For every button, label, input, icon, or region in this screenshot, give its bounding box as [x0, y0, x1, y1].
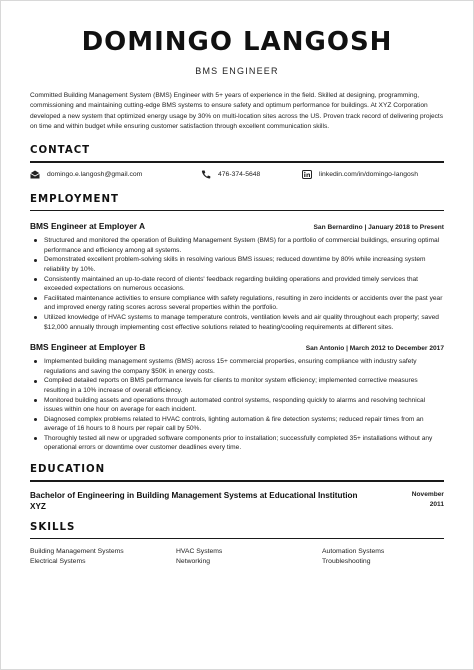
skill-item: Networking: [176, 558, 210, 566]
skill-item: Building Management Systems: [30, 548, 124, 556]
list-item: Facilitated maintenance activities to ensure compliance with safety regulations, resulting in zero incidents or accidents over the past year and improved energy rating scores across several properties within the portfolio.: [30, 294, 444, 313]
summary-paragraph: Committed Building Management System (BMS) Engineer with 5+ years of experience in the field. Skilled at designing, programming, commissioning and maintaining cutting-edge BMS systems to ensure safety and optimum performance for buildings. At XYZ Corporation developed a new system that optimized energy usage by 30% on multi-location sites across the US. Proven track record of delivering projects on time and within budget while ensuring customer satisfaction through excellent communication skills.: [30, 92, 444, 130]
linkedin-icon: [302, 170, 312, 179]
list-item: Diagnosed complex problems related to HVAC controls, lighting automation & fire detection systems; reduced repair times from an average of 16 hours to 8 hours per repair call by 50%.: [30, 415, 444, 434]
skill-item: Automation Systems: [322, 548, 385, 556]
skills-list: [30, 547, 444, 567]
skill-item: HVAC Systems: [176, 548, 223, 556]
job-entry: [30, 342, 444, 453]
phone-icon: [201, 170, 211, 179]
contact-email[interactable]: [30, 170, 201, 179]
job-bullets: [30, 357, 444, 453]
phone-text: 476-374-5648: [218, 171, 261, 179]
job-entry: [30, 221, 444, 332]
list-item: Structured and monitored the operation of Building Management System (BMS) for a portfolio of commercial buildings, ensuring optimal performance and efficiency among all systems.: [30, 236, 444, 255]
job-location-dates: San Bernardino | January 2018 to Present: [313, 224, 444, 232]
linkedin-text: linkedin.com/in/domingo-langosh: [319, 171, 418, 179]
contact-linkedin[interactable]: [302, 170, 444, 179]
job-role: BMS ENGINEER: [195, 66, 279, 76]
list-item: Compiled detailed reports on BMS performance levels for clients to monitor system efficiency; implemented corrective measures resulting in a 10% increase of overall efficiency.: [30, 376, 444, 395]
candidate-name: DOMINGO LANGOSH: [81, 27, 393, 57]
list-item: Utilized knowledge of HVAC systems to manage temperature controls, ventilation levels and air quality throughout each property; saved $12,000 annually through implementing cost effective solutions related to heating/cooling requirements at different sites.: [30, 313, 444, 332]
email-text: domingo.e.langosh@gmail.com: [47, 171, 143, 179]
job-location-dates: San Antonio | March 2012 to December 2017: [305, 345, 444, 353]
section-divider: [30, 161, 444, 163]
envelope-icon: [30, 170, 40, 179]
list-item: Implemented building management systems (BMS) across 15+ commercial properties, ensuring compliance with industry safety regulations and saving the company $50K in energy costs.: [30, 357, 444, 376]
list-item: Thoroughly tested all new or upgraded software components prior to installation; successfully completed 35+ installations without any operational errors or downtime over customer deadlines every time.: [30, 434, 444, 453]
list-item: Demonstrated excellent problem-solving skills in resolving various BMS issues; reduced downtime by 80% while increasing system reliability by 10%.: [30, 255, 444, 274]
education-year: 2011: [429, 500, 444, 508]
contact-row: [30, 165, 444, 185]
education-entry: [30, 490, 444, 513]
job-title: BMS Engineer at Employer A: [30, 221, 146, 232]
section-divider: [30, 538, 444, 540]
degree-title: Bachelor of Engineering in Building Management Systems at Educational Institution XYZ: [30, 490, 358, 512]
skills-section-title: SKILLS: [30, 521, 76, 533]
list-item: Consistently maintained an up-to-date record of clients' feedback regarding building operations and provided timely services that exceeded expectations on numerous occasions.: [30, 275, 444, 294]
skill-item: Troubleshooting: [322, 558, 371, 566]
education-section-title: EDUCATION: [30, 464, 106, 476]
education-date: [384, 490, 444, 513]
list-item: Monitored building assets and operations through automated control systems, responding quickly to alarms and resolving technical issues within one hour on average for each incident.: [30, 396, 444, 415]
job-bullets: [30, 236, 444, 332]
education-month: November: [411, 490, 444, 498]
skill-item: Electrical Systems: [30, 558, 86, 566]
contact-phone[interactable]: [201, 170, 302, 179]
section-divider: [30, 210, 444, 212]
employment-section-title: EMPLOYMENT: [30, 193, 119, 205]
section-divider: [30, 480, 444, 482]
job-title: BMS Engineer at Employer B: [30, 342, 146, 353]
contact-section-title: CONTACT: [30, 145, 91, 157]
